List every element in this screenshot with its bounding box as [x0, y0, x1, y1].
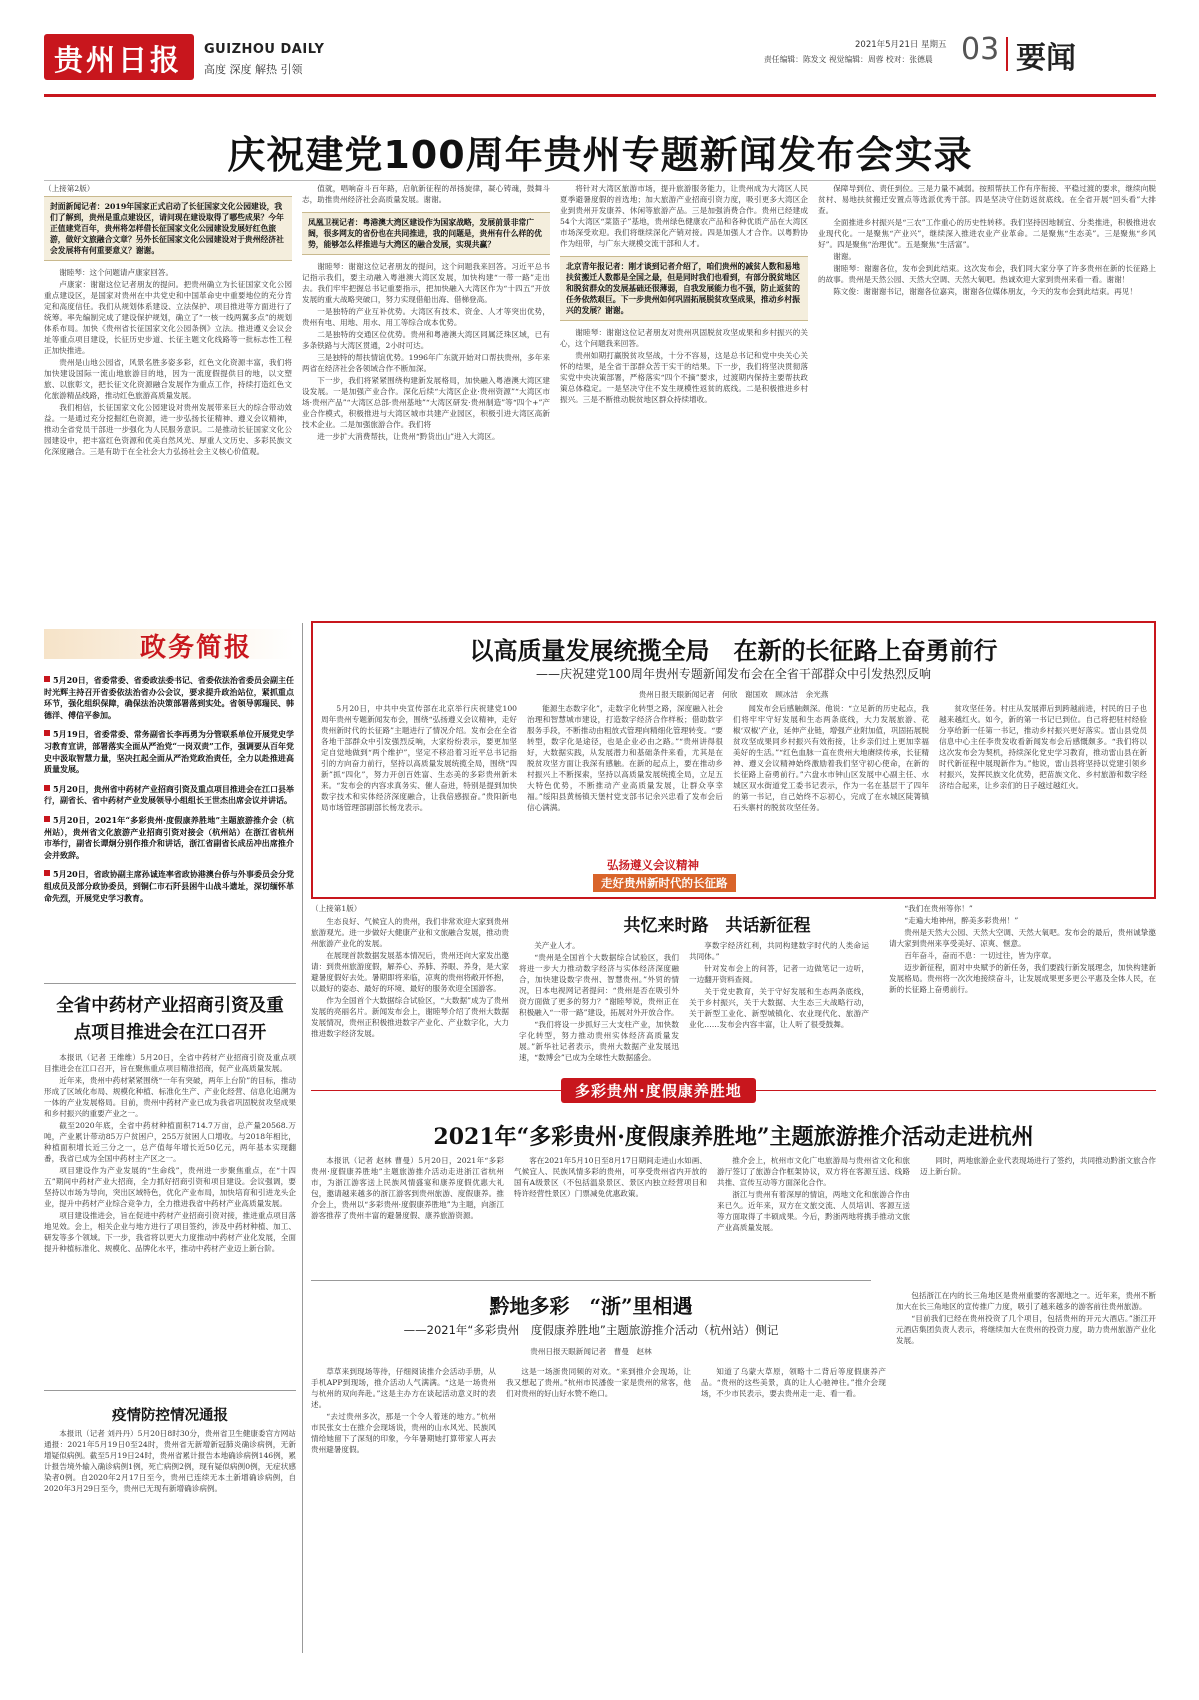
- para: 关于党史教育，关于守好发展和生态两条底线，关于乡村振兴，关于大数据、大生态三大战略行动，关于新型工业化、新型城镇化、农业现代化、旅游产业化……发布会内容丰富，让人听了很受鼓舞。: [689, 987, 869, 1029]
- slogan: 高度 深度 解热 引领: [204, 63, 303, 76]
- para: 二是独特的交通区位优势。贵州和粤港澳大湾区同属泛珠区域，已有多条铁路与大湾区贯通，2小时可达。: [302, 330, 550, 350]
- right-col-3: [689, 940, 869, 1066]
- sidebar-item-text: 5月20日，省委常委、省委政法委书记、省委依法治省委员会副主任时光辉主持召开省委依法治省办公会议，要求提升政治站位，紧抓重点环节，强化组织保障，确保法治决策部署落到实处。省领导郭瑞民、韩德洋、傅信平参加。: [44, 675, 294, 720]
- tourism-col-4: [920, 1155, 1156, 1275]
- square-bullet-icon: [44, 870, 50, 876]
- sidebar-item: [44, 869, 294, 904]
- para: 草草来到现场等待，仔细阅读推介会活动手册，从手机APP到现场，推介活动人气满满。“这是一场贵州与杭州的双向奔赴。”这是主办方在谈起活动意义时的表述。: [311, 1367, 496, 1409]
- right-col-2: [519, 940, 679, 1066]
- para: 下一步，我们将紧紧围绕构建新发展格局，加快融入粤港澳大湾区建设发展。一是加强产业合作。深化后续“大湾区企业·贵州资源”“大湾区市场·贵州产品”“大湾区总部·贵州基地”“大湾区研发·贵州制造”等“四个+”产业合作模式，积极推进与大湾区城市共建产业园区，积极引进大湾区高新技术企业。二是加强旅游合作。我们将: [302, 376, 550, 429]
- right-headline: 共忆来时路 共话新征程: [623, 916, 811, 936]
- feature-col-3: [701, 1366, 886, 1652]
- para: 三是独特的帮扶情谊优势。1996年广东就开始对口帮扶贵州，多年来两省在经济社会各领域合作不断加深。: [302, 353, 550, 373]
- para: 截至2020年底，全省中药材种植面积714.7万亩，总产量20568.万吨，产业累计带动85万户贫困户，255万贫困人口增收。与2018年相比，种植面积增长近三分之一，总产值每年增长近50亿元，两年基本实现翻番，我省已成为全国中药材主产区之一。: [44, 1121, 296, 1163]
- para: 贵州如期打赢脱贫攻坚战，十分不容易，这是总书记和党中央关心关怀的结果，是全省干部群众苦干实干的结果。下一步，我们将坚决贯彻落实党中央决策部署，严格落实“四个不摘”要求，过渡期内保持主要帮扶政策总体稳定。一是坚决守住不发生规模性返贫的底线。二是积极推进乡村振兴。三是不断推动脱贫地区群众持续增收。: [560, 351, 808, 404]
- right-col-4: [889, 903, 1156, 1066]
- red-box-col-4: [939, 703, 1147, 893]
- sidebar-item: [44, 815, 294, 861]
- date: 2021年5月21日 星期五: [855, 40, 947, 50]
- epidemic-title: 疫情防控情况通报: [112, 1407, 228, 1424]
- para: “走遍大地神州，醉美多彩贵州！”: [904, 916, 1019, 925]
- tourism-banner: [311, 1076, 1156, 1106]
- epidemic-body: [44, 1428, 296, 1646]
- para: 贵州是山地公园省，风景名胜多姿多彩，红色文化资源丰富，我们将加快建设国际一流山地旅游目的地，因为一流度假提供目的地，以文塑旅、以旅彰文，把长征文化资源融合发展作为重点工作，持续打造红色文化旅游精品线路，推动红色旅游高质量发展。: [44, 358, 292, 400]
- para: 知道了乌蒙大草原，领略十二背后等度假康养产品。“贵州的这些美景，真的让人心驰神往。”推介会现场，不少市民表示，要去贵州走一走、看一看。: [701, 1367, 886, 1398]
- para: 在展现首款数据发展基本情况后，贵州还向大家发出邀请：到贵州旅游度假，解养心、养肺、养眼、养身，是大家避暑度假好去处。暑期即将来临，凉爽的贵州将敞开怀抱，以最好的姿态、最好的环境、最好的服务欢迎全国游客。: [311, 951, 509, 993]
- feature-divider: [311, 1280, 871, 1281]
- right-col-1: [311, 916, 509, 1066]
- para: 项目建设作为产业发展的“生命线”，贵州进一步聚焦重点，在“十四五”期间中药材产业大招商，全力抓好招商引资和项目建设。会议强调，要坚持以市场为导向，突出区域特色，优化产业布局，加快培育和引进龙头企业，提升中药材产业综合竞争力，全力推进我省中药材产业高质量发展。: [44, 1166, 296, 1208]
- para: 贵州是天然大公园、天然大空调、天然大氧吧。发布会的最后，贵州诚挚邀请大家到贵州来享受美好、凉爽、惬意。: [889, 928, 1156, 948]
- tourism-headline: 2021年“多彩贵州·度假康养胜地”主题旅游推介活动走进杭州: [433, 1124, 1034, 1150]
- para: 同时，两地旅游企业代表现场进行了签约，共同推动黔浙文旅合作迈上新台阶。: [920, 1156, 1156, 1176]
- para: 迈步新征程，面对中央赋予的新任务，我们要践行新发展理念，加快构建新发展格局。贵州将一次次地接续奋斗，让发展成果更多更公平惠及全体人民，在新的长征路上奋勇前行。: [889, 963, 1156, 994]
- continued-label: （上接第2版）: [44, 184, 95, 193]
- feature-col-4: [896, 1290, 1156, 1652]
- editors: 责任编辑：陈发文 视觉编辑：周蓉 校对：张德晨: [764, 55, 933, 64]
- tourism-col-2: [514, 1155, 707, 1275]
- square-bullet-icon: [44, 816, 50, 822]
- para: 谢睦琴：谢谢各位，发布会到此结束。这次发布会，我们同大家分享了许多贵州在新的长征路上的故事。贵州是天然公园、天然大空调、天然大氧吧。热诚欢迎大家到贵州来看一看。谢谢！: [818, 264, 1156, 284]
- sidebar-header-text: 政务简报: [140, 633, 253, 663]
- feature-byline: 贵州日报天眼新闻记者 曹曼 赵林: [530, 1347, 652, 1356]
- red-box-article: [311, 621, 1156, 899]
- feature-col-1: [311, 1366, 496, 1652]
- red-box-col-1: [321, 703, 517, 893]
- divider: [1006, 37, 1008, 71]
- sidebar-item: [44, 729, 294, 775]
- para: 谢睦琴：这个问题请卢康家回答。: [59, 268, 174, 277]
- para: 一是独特的产业互补优势。大湾区有技术、资金、人才等突出优势，贵州有电、用地、用水、用工等综合成本优势。: [302, 307, 550, 327]
- para: 百年奋斗，奋而不息：一切过往，皆为序章。: [904, 951, 1057, 960]
- para: 包括浙江在内的长三角地区是贵州重要的客源地之一。近年来，贵州不断加大在长三角地区的宣传推广力度，吸引了越来越多的游客前往贵州旅游。: [896, 1291, 1156, 1311]
- sidebar-items: [44, 675, 294, 975]
- para: 谢睦琴：谢谢这位记者朋友的提问，这个问题我来回答。习近平总书记指示我们，要主动融入粤港澳大湾区发展，加快构建“一带一路”走出去。我们牢牢把握总书记重要指示，把加快融入大湾区作为“十四五”开放发展的重大战略突破口，努力实现借船出海、借梯登高。: [302, 262, 550, 304]
- para: “去过贵州多次，那是一个令人着迷的地方。”杭州市民张女士在推介会现场说，贵州的山水风光、民族风情给她留下了深刻的印象，今年暑期她打算带家人再去贵州避暑度假。: [311, 1412, 496, 1454]
- sidebar-item-text: 5月19日，省委常委、常务副省长李再勇为分管联系单位开展党史学习教育宣讲，部署落实全面从严治党“一岗双责”工作，强调要从百年党史中汲取智慧力量，坚决扛起全面从严治党政治责任，全力以赴推进高质量发展。: [44, 729, 294, 775]
- para: 本报讯（记者 刘丹丹）5月20日8时30分，贵州省卫生健康委官方网站通报：2021年5月19日0至24时，贵州省无新增新冠肺炎确诊病例，无新增疑似病例。截至5月19日24时，贵州省累计报告本地确诊病例146例，累计报告境外输入确诊病例1例，死亡病例2例，现有疑似病例0例，无症状感染者0例。自2020年2月17日至今，贵州已连续无本土新增确诊病例，自2020年3月29日至今，贵州已无现有新增确诊病例。: [44, 1429, 296, 1493]
- feature-subtitle: ——2021年“多彩贵州 度假康养胜地”主题旅游推介活动（杭州站）侧记: [403, 1323, 779, 1337]
- para: 推介会上，杭州市文化广电旅游局与贵州省文化和旅游厅签订了旅游合作框架协议，双方将在客源互送、线路共推、宣传互动等方面深化合作。: [717, 1156, 910, 1187]
- para: 享数字经济红利，共同构建数字时代的人类命运共同体。”: [689, 941, 869, 961]
- question-box-1: [44, 196, 292, 261]
- right-continued-label: （上接第1版）: [311, 904, 362, 913]
- tourism-col-1: [311, 1155, 504, 1275]
- para: 卢康家：谢谢这位记者朋友的提问。把贵州确立为长征国家文化公园重点建设区，是国家对贵州在中共党史和中国革命史中重要地位的充分肯定和高度信任。我们从规划体系建设、立法保护、项目推进等方面进行了统筹。率先编制完成了建设保护规划，确立了“一核一线两翼多点”的规划体系布局。加快《贵州省长征国家文化公园条例》立法。推进遵义会议会址等重点项目建设，长征历史步道、长征主题文化线路等一批标志性工程正加快推进。: [44, 280, 292, 355]
- para: 全面推进乡村振兴是“三农”工作重心的历史性转移。我们坚持因地制宜、分类推进，积极推进农业现代化。一是聚焦“产业兴”，继续深入推进农业产业革命。二是聚焦“生态美”。三是聚焦“乡风好”。四是聚焦“治理优”。五是聚焦“生活富”。: [818, 218, 1156, 249]
- para: 值就，唱响奋斗百年路，启航新征程的昂扬旋律，凝心铸魂，鼓舞斗志，助推贵州经济社会高质量发展。谢谢。: [302, 184, 550, 204]
- page-number: 03: [961, 32, 1000, 67]
- english-title: GUIZHOU DAILY: [204, 42, 325, 57]
- para: 关产业人才。: [534, 941, 580, 950]
- para: 我们相信，长征国家文化公园建设对贵州发展带来巨大的综合带动效益。一是通过充分挖掘红色资源，进一步弘扬长征精神、遵义会议精神，推动全省党员干部进一步强化为人民服务意识。二是推动长征国家文化公园建设中，把丰富红色资源和优美自然风光、厚重人文历史、多彩民族文化深度融合。三是有助于在全社会大力弘扬社会主义核心价值观。: [44, 403, 292, 456]
- headline-underline: [44, 180, 1156, 181]
- para: 针对发布会上的问答，记者一边做笔记一边听，一边翻开资料查阅。: [689, 964, 869, 984]
- para: 谢谢。: [833, 252, 856, 261]
- inset-line-2: 走好贵州新时代的长征路: [593, 874, 736, 892]
- para: 近年来，贵州中药材紧紧围绕“一年有突破，两年上台阶”的目标，推动形成了区域化布局、规模化种植、标准化生产、产业化经营、信息化追溯为一体的产业发展格局。目前，贵州中药材产业已成为我省巩固脱贫攻坚成果和乡村振兴的重要产业之一。: [44, 1076, 296, 1118]
- para: 本报讯（记者 王维维）5月20日，全省中药材产业招商引资及重点项目推进会在江口召开，旨在聚焦重点项目精准招商，促产业高质量发展。: [44, 1053, 296, 1073]
- sidebar-item-text: 5月20日，省政协副主席孙诚连率省政协港澳台侨与外事委员会分党组成员及部分政协委员，到铜仁市石阡县困牛山战斗遗址，深切缅怀革命先烈，开展党史学习教育。: [44, 869, 294, 903]
- square-bullet-icon: [44, 730, 50, 736]
- para: “贵州是全国首个大数据综合试验区，我们将进一步大力推动数字经济与实体经济深度融合，加快建设数字贵州、智慧贵州。”外贸的情况，日本电视网记者提问：“贵州是否在吸引外资方面做了更多的努力？”谢睦琴说，贵州正在积极融入“一带一路”建设，拓展对外开放合作。: [519, 953, 679, 1017]
- para: 这是一场浙贵同频的对欢。“来到推介会现场，让我又想起了贵州。”杭州市民潘俊一家是贵州的常客，他们对贵州的好山好水赞不绝口。: [506, 1367, 691, 1398]
- left-article-title: 全省中药材产业招商引资及重点项目推进会在江口召开: [56, 996, 284, 1043]
- para: 浙江与贵州有着深厚的情谊，两地文化和旅游合作由来已久。近年来，双方在文旅交流、人员培训、客源互送等方面取得了丰硕成果。今后，黔浙两地将携手推动文旅产业高质量发展。: [717, 1190, 910, 1232]
- question-box-2: [302, 212, 550, 255]
- masthead: [44, 34, 1156, 92]
- sidebar-item: [44, 675, 294, 721]
- red-box-byline: 贵州日报天眼新闻记者 何欣 谢国欢 顾冰洁 余光燕: [638, 690, 829, 699]
- red-box-title: 以高质量发展统揽全局 在新的长征路上奋勇前行: [469, 636, 998, 665]
- left-divider: [44, 983, 296, 984]
- para: “我们将设一步抓好三大支柱产业，加快数字化转型，努力推动贵州实体经济高质量发展。”新华社记者表示，贵州大数据产业发展迅速，“数博会”已成为全球性大数据盛会。: [519, 1020, 679, 1062]
- para: “目前我们已经在贵州投资了几个项目，包括贵州的开元大酒店。”浙江开元酒店集团负责人表示，将继续加大在贵州的投资力度，助力贵州旅游产业化发展。: [896, 1314, 1156, 1345]
- feature-title: 黔地多彩 “浙”里相遇: [489, 1294, 693, 1318]
- logo-text: 贵州日报: [54, 43, 183, 77]
- para: 能源生态数字化”，走数字化转型之路，深度融入社会治理和智慧城市建设，打造数字经济合作样板；借助数字服务手段，不断推动由粗放式管理向精细化管理转变。“要转型，数字化是途径，也是企业必由之路。”“贵州讲得很好，大数据实践，从发展潜力和基础条件来看，尤其是在脱贫攻坚方面让我深有感触。在新的起点上，要在推动乡村振兴上不断探索，坚持以高质量发展统揽全局，立足五大特色优势，不断推动产业高质量发展，让群众享幸福。”绥阳县黄杨镇天堡村党支部书记余兴忠看了发布会后信心满满。: [527, 704, 723, 812]
- square-bullet-icon: [44, 676, 50, 682]
- para: 贫攻坚任务。村庄从发展滞后到跨越前进，村民的日子也越来越红火。如今，新的第一书记已到位。自己将把驻村经验分享给新一任第一书记，推动乡村振兴更好落实。雷山县党员信息中心主任李贵发收看新闻发布会后感慨颇多。“我们将以这次发布会为契机，持续深化党史学习教育，推动雷山县在新时代新征程中展现新作为。”他说，雷山县将坚持以党建引领乡村振兴，发挥民族文化优势，把苗族文化、乡村旅游和数字经济结合起来，让乡亲们的日子越过越红火。: [939, 704, 1147, 790]
- sidebar-item-text: 5月20日，贵州省中药材产业招商引资及重点项目推进会在江口县举行，副省长、省中药材产业发展领导小组组长王世杰出席会议并讲话。: [44, 783, 294, 806]
- para: 闻发布会后感触颇深。他说：“立足新的历史起点，我们将牢牢守好发展和生态两条底线，大力发展旅游、花椒‘双椒’产业，延伸产业链，增强产业附加值，巩固拓展脱贫攻坚成果同乡村振兴有效衔接，让乡亲们过上更加幸福美好的生活。”“红色血脉一直在贵州大地赓续传承，长征精神、遵义会议精神始终激励着我们坚守初心使命，在新的长征路上奋勇前行。”六盘水市钟山区发展中心副主任、水城区双水街道党工委书记表示，作为一名在基层干了四年的第一书记，自己始终不忘初心，完成了在水城区陡箐镇石头寨村的脱贫攻坚任务。: [733, 704, 929, 812]
- question-box-3: [560, 256, 808, 321]
- para: 作为全国首个大数据综合试验区，“大数据”成为了贵州发展的亮丽名片。新闻发布会上，谢睦琴介绍了贵州大数据发展情况，贵州正积极推进数字产业化、产业数字化，大力推进数字经济发展。: [311, 996, 509, 1038]
- logo: [44, 34, 194, 80]
- para: 谢睦琴：谢谢这位记者朋友对贵州巩固脱贫攻坚成果和乡村振兴的关心，这个问题我来回答。: [560, 328, 808, 348]
- para: 5月20日，中共中央宣传部在北京举行庆祝建党100周年贵州专题新闻发布会，围绕“弘扬遵义会议精神，走好贵州新时代的长征路”主题进行了情况介绍。发布会在全省各地干部群众中引发强烈反响，大家纷纷表示，要更加坚定自觉地做到“两个维护”，坚定不移沿着习近平总书记指引的方向奋力前行，坚持以高质量发展统揽全局，围绕“四新”抓“四化”，努力开创百姓富、生态美的多彩贵州新未来。“发布会的内容求真务实、催人奋进，特别是提到加快数字技术和实体经济深度融合，让我倍感振奋。”贵阳新电局市场管理部副部长杨龙表示。: [321, 704, 517, 812]
- para: “我们在贵州等你！”: [904, 904, 973, 913]
- feature-col-2: [506, 1366, 691, 1652]
- left-article-body: [44, 1052, 296, 1377]
- section-name: 要闻: [1016, 41, 1076, 76]
- para: 陈文俊：谢谢谢书记，谢谢各位嘉宾，谢谢各位媒体朋友，今天的发布会到此结束。再见！: [833, 287, 1137, 296]
- para: 客在2021年5月10日至8月17日期间走进山水如画、气候宜人、民族风情多彩的贵州，可享受贵州省内开放的国有A级景区（不包括温泉景区、景区内独立经营项目和特许经营性景区）门票减免优惠政策。: [514, 1156, 707, 1198]
- epidemic-divider: [44, 1390, 296, 1391]
- inset-box: [583, 855, 783, 895]
- para: 生态良好、气候宜人的贵州，我们非常欢迎大家到贵州旅游观光。进一步做好大健康产业和文旅融合发展，推动贵州旅游产业化的发展。: [311, 917, 509, 948]
- para: 保障导到位、责任到位。三是力量不减弱。按照帮扶工作有序衔接、平稳过渡的要求，继续向脱贫村、易地扶贫搬迁安置点等选派优秀干部。四是坚决守住防返贫底线。在全省开展“回头看”大排查。: [818, 184, 1156, 215]
- question-1-text: 封面新闻记者：2019年国家正式启动了长征国家文化公园建设，我们了解到，贵州是重点建设区，请问现在建设取得了哪些成果？今年正值建党百年，贵州将怎样借长征国家文化公园建设发展好红色旅游，做好文旅融合文章？另外长征国家文化公园建设对于贵州经济社会发展将有何重要意义？谢谢。: [50, 202, 284, 255]
- banner-text: 多彩贵州·度假康养胜地: [561, 1078, 756, 1103]
- para: 进一步扩大消费帮扶，让贵州“黔货出山”进入大湾区。: [317, 432, 500, 441]
- para: 本报讯（记者 赵林 曹曼）5月20日，2021年“多彩贵州·度假康养胜地”主题旅游推介活动走进浙江省杭州市，为浙江游客送上民族风情盛宴和康养度假优惠大礼包，邀请越来越多的浙江游客到贵州旅游、度假康养。推介会上，贵州以“多彩贵州·度假康养胜地”为主题，向浙江游客推荐了贵州丰富的避暑度假、康养旅游资源。: [311, 1156, 504, 1220]
- main-headline: 庆祝建党100周年贵州专题新闻发布会实录: [227, 133, 973, 177]
- question-3-text: 北京青年报记者：刚才谈到记者介绍了，咱们贵州的减贫人数和易地扶贫搬迁人数都是全国之最，但是同时我们也看到，有部分脱贫地区和脱贫群众的发展基础还很薄弱，自我发展能力也不强，防止返贫的任务依然艰巨。下一步贵州如何巩固拓展脱贫攻坚成果，推动乡村振兴的发展？谢谢。: [566, 262, 800, 315]
- sidebar-header: [44, 623, 294, 667]
- sidebar-item: [44, 784, 294, 807]
- para: 项目建设推进会，旨在促进中药材产业招商引资对接，推进重点项目落地见效。会上，相关企业与地方进行了项目签约，涉及中药材种植、加工、研发等多个领域。下一步，我省将以更大力度推动中药材产业化发展，全面提升种植标准化、规模化、品牌化水平，推动中药材产业迈上新台阶。: [44, 1211, 296, 1253]
- para: 将针对大湾区旅游市场，提升旅游服务能力，让贵州成为大湾区人民夏季避暑度假的首选地；加大旅游产业招商引资力度，吸引更多大湾区企业到贵州开发康养、休闲等旅游产品。三是加强消费合作。贵州已经建成54个大湾区“菜篮子”基地，贵州绿色健康农产品和各种优质产品在大湾区市场深受欢迎。我们将继续深化产销对接。四是加强人才合作。以粤黔协作为纽带，与广东大规模交流干部和人才。: [560, 184, 808, 248]
- column-rule: [302, 623, 303, 1653]
- red-box-subtitle: ——庆祝建党100周年贵州专题新闻发布会在全省干部群众中引发热烈反响: [536, 667, 931, 681]
- square-bullet-icon: [44, 785, 50, 791]
- question-2-text: 凤凰卫视记者：粤港澳大湾区建设作为国家战略，发展前景非常广阔，很多网友的省份也在共同推进，我的问题是，贵州有什么样的优势，能够怎么样推进与大湾区的融合发展，实现共赢？: [308, 218, 542, 249]
- sidebar-item-text: 5月20日，2021年“多彩贵州·度假康养胜地”主题旅游推介会（杭州站），贵州省文化旅游产业招商引资对接会（杭州站）在浙江省杭州市举行，副省长谭炯分别作推介和讲话，浙江省副省长成岳冲出席推介会并致辞。: [44, 814, 294, 860]
- masthead-rule: [44, 94, 1156, 97]
- inset-line-1: 弘扬遵义会议精神: [607, 858, 699, 872]
- tourism-col-3: [717, 1155, 910, 1275]
